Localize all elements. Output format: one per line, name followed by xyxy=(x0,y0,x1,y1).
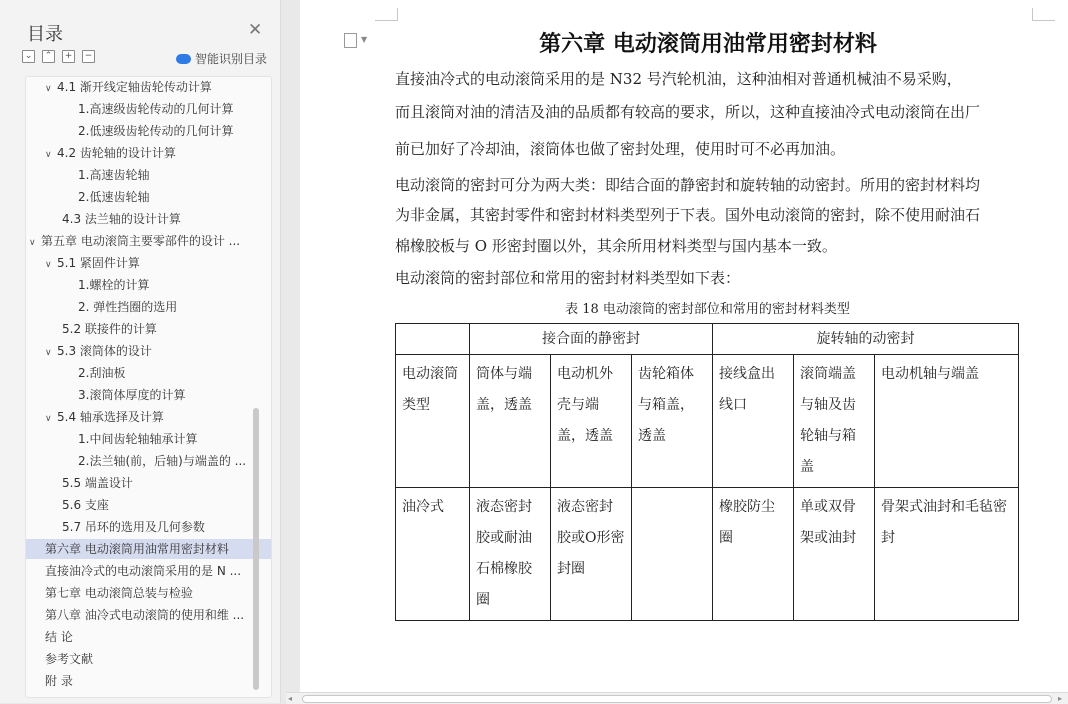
collapse-all-icon[interactable]: ⌄ xyxy=(22,50,35,63)
body-line: 直接油冷式的电动滚筒采用的是 N32 号汽轮机油，这种油相对普通机械油不易采购， xyxy=(395,70,962,88)
expand-level-icon[interactable]: ⌃ xyxy=(42,50,55,63)
body-line: 为非金属，其密封零件和密封材料类型列于下表。国外电动滚筒的密封，除不使用耐油石 xyxy=(395,206,981,224)
table-cell: 筒体与端盖，透盖 xyxy=(470,355,551,488)
toc-item-label: 3.滚筒体厚度的计算 xyxy=(78,388,186,402)
toc-item-label: 2. 弹性挡圈的选用 xyxy=(78,300,178,314)
toc-item[interactable] xyxy=(26,363,272,383)
toc-item-label: 5.4 轴承选择及计算 xyxy=(57,410,164,424)
scroll-right-icon[interactable]: ▸ xyxy=(1058,694,1063,703)
body-line: 电动滚筒的密封可分为两大类：即结合面的静密封和旋转轴的动密封。所用的密封材料均 xyxy=(395,176,981,194)
toc-list xyxy=(25,76,272,698)
toc-item[interactable] xyxy=(26,605,271,625)
toc-item-label: 2.刮油板 xyxy=(78,366,126,380)
chevron-down-icon[interactable]: ∨ xyxy=(45,150,52,160)
toc-item[interactable] xyxy=(26,385,272,405)
toc-item[interactable] xyxy=(26,341,271,361)
toc-item-label: 直接油冷式的电动滚筒采用的是 N ... xyxy=(45,564,242,578)
toc-scrollbar[interactable] xyxy=(253,408,259,690)
chevron-down-icon[interactable]: ∨ xyxy=(45,260,52,270)
toc-item-label: 附 录 xyxy=(45,674,73,688)
table-row xyxy=(396,488,1019,621)
table-cell: 骨架式油封和毛毡密封 xyxy=(875,488,1019,621)
smart-toc-button[interactable] xyxy=(176,50,267,67)
table-row xyxy=(396,324,1019,355)
toc-item[interactable] xyxy=(26,99,272,119)
chevron-down-icon[interactable]: ∨ xyxy=(45,414,52,424)
toc-toolbar xyxy=(22,50,95,66)
remove-icon[interactable]: − xyxy=(82,50,95,63)
toc-item[interactable] xyxy=(26,319,272,339)
toc-item-label: 1.螺栓的计算 xyxy=(78,278,150,292)
toc-item-label: 5.6 支座 xyxy=(62,498,109,512)
chevron-down-icon[interactable]: ∨ xyxy=(45,84,52,94)
table-group-header: 旋转轴的动密封 xyxy=(713,324,1019,355)
smart-toc-label: 智能识别目录 xyxy=(195,52,268,66)
toc-item-label: 5.7 吊环的选用及几何参数 xyxy=(62,520,205,534)
toc-item[interactable] xyxy=(26,275,272,295)
toc-item-label: 2.低速齿轮轴 xyxy=(78,190,150,204)
toc-item-label: 第八章 油冷式电动滚筒的使用和维 ... xyxy=(45,608,245,622)
toc-item-label: 4.1 渐开线定轴齿轮传动计算 xyxy=(57,80,212,94)
chapter-heading: 第六章 电动滚筒用油常用密封材料 xyxy=(539,32,877,57)
crop-mark xyxy=(375,8,398,21)
toc-item-label: 4.3 法兰轴的设计计算 xyxy=(62,212,181,226)
toc-item[interactable] xyxy=(26,539,271,559)
toc-item[interactable] xyxy=(26,253,271,273)
toc-item-label: 4.2 齿轮轴的设计计算 xyxy=(57,146,176,160)
toc-item[interactable] xyxy=(26,209,272,229)
table-cell: 滚筒端盖与轴及齿轮轴与箱盖 xyxy=(794,355,875,488)
toc-item[interactable] xyxy=(26,627,271,647)
toc-item[interactable] xyxy=(26,649,271,669)
toc-item[interactable] xyxy=(26,297,272,317)
toc-item[interactable] xyxy=(26,231,255,251)
toc-item[interactable] xyxy=(26,407,271,427)
toc-item[interactable] xyxy=(26,143,271,163)
body-line: 电动滚筒的密封部位和常用的密封材料类型如下表： xyxy=(395,269,741,287)
table-row-header: 电动滚筒类型 xyxy=(396,355,470,488)
table-cell: 液态密封胶或O形密封圈 xyxy=(551,488,632,621)
chevron-down-icon[interactable]: ∨ xyxy=(45,348,52,358)
body-line: 前已加好了冷却油，滚筒体也做了密封处理，使用时可不必再加油。 xyxy=(395,140,846,158)
toc-item-label: 1.高速齿轮轴 xyxy=(78,168,150,182)
cloud-icon xyxy=(176,54,191,64)
toc-item-label: 1.高速级齿轮传动的几何计算 xyxy=(78,102,234,116)
table-corner-cell xyxy=(396,324,470,355)
table-cell: 液态密封胶或耐油石棉橡胶圈 xyxy=(470,488,551,621)
scroll-left-icon[interactable]: ◂ xyxy=(288,694,293,703)
toc-item-label: 第七章 电动滚筒总装与检验 xyxy=(45,586,193,600)
toc-item[interactable] xyxy=(26,473,272,493)
table-cell: 橡胶防尘圈 xyxy=(713,488,794,621)
table-cell xyxy=(632,488,713,621)
toc-item[interactable] xyxy=(26,187,272,207)
table-group-header: 接合面的静密封 xyxy=(470,324,713,355)
body-line: 而且滚筒对油的清洁及油的品质都有较高的要求，所以，这种直接油冷式电动滚筒在出厂 xyxy=(395,103,981,121)
toc-item[interactable] xyxy=(26,671,271,691)
toc-item[interactable] xyxy=(26,451,272,471)
scrollbar-thumb[interactable] xyxy=(302,695,1052,703)
toc-item-label: 第六章 电动滚筒用油常用密封材料 xyxy=(45,542,229,556)
toc-item-label: 5.1 紧固件计算 xyxy=(57,256,140,270)
toc-item[interactable] xyxy=(26,429,272,449)
toc-item-label: 5.2 联接件的计算 xyxy=(62,322,157,336)
table-row-header: 油冷式 xyxy=(396,488,470,621)
toc-item[interactable] xyxy=(26,165,272,185)
toc-item-label: 1.中间齿轮轴轴承计算 xyxy=(78,432,198,446)
toc-panel xyxy=(0,0,281,703)
toc-item-label: 结 论 xyxy=(45,630,73,644)
toc-item[interactable] xyxy=(26,561,271,581)
toc-item-label: 5.3 滚筒体的设计 xyxy=(57,344,152,358)
toc-item[interactable] xyxy=(26,121,272,141)
toc-title: 目录 xyxy=(27,24,63,45)
table-caption: 表 18 电动滚筒的密封部位和常用的密封材料类型 xyxy=(565,302,850,317)
toc-item[interactable] xyxy=(26,583,271,603)
table-row xyxy=(396,355,1019,488)
document-area xyxy=(286,0,1068,692)
table-cell: 单或双骨架或油封 xyxy=(794,488,875,621)
horizontal-scrollbar[interactable] xyxy=(286,692,1068,704)
toc-item[interactable] xyxy=(26,517,272,537)
toc-item-label: 2.法兰轴(前，后轴)与端盖的 ... xyxy=(78,454,247,468)
toc-item-label: 第五章 电动滚筒主要零部件的设计 ... xyxy=(41,234,241,248)
close-icon[interactable]: ✕ xyxy=(248,20,263,40)
toc-item-label: 2.低速级齿轮传动的几何计算 xyxy=(78,124,234,138)
add-icon[interactable]: + xyxy=(62,50,75,63)
toc-item[interactable] xyxy=(26,77,271,97)
toc-item[interactable] xyxy=(26,495,272,515)
crop-mark xyxy=(1032,8,1055,21)
body-line: 棉橡胶板与 O 形密封圈以外，其余所用材料类型与国内基本一致。 xyxy=(395,237,837,255)
toc-item-label: 参考文献 xyxy=(45,652,94,666)
toc-item-label: 5.5 端盖设计 xyxy=(62,476,133,490)
chevron-down-icon[interactable]: ▼ xyxy=(361,35,368,44)
table-cell: 电动机轴与端盖 xyxy=(875,355,1019,488)
seal-table xyxy=(395,323,1019,621)
chevron-down-icon[interactable]: ∨ xyxy=(29,238,36,248)
document-page xyxy=(300,0,1068,692)
document-icon[interactable] xyxy=(344,33,357,48)
table-cell: 齿轮箱体与箱盖，透盖 xyxy=(632,355,713,488)
table-cell: 接线盒出线口 xyxy=(713,355,794,488)
table-cell: 电动机外壳与端盖，透盖 xyxy=(551,355,632,488)
